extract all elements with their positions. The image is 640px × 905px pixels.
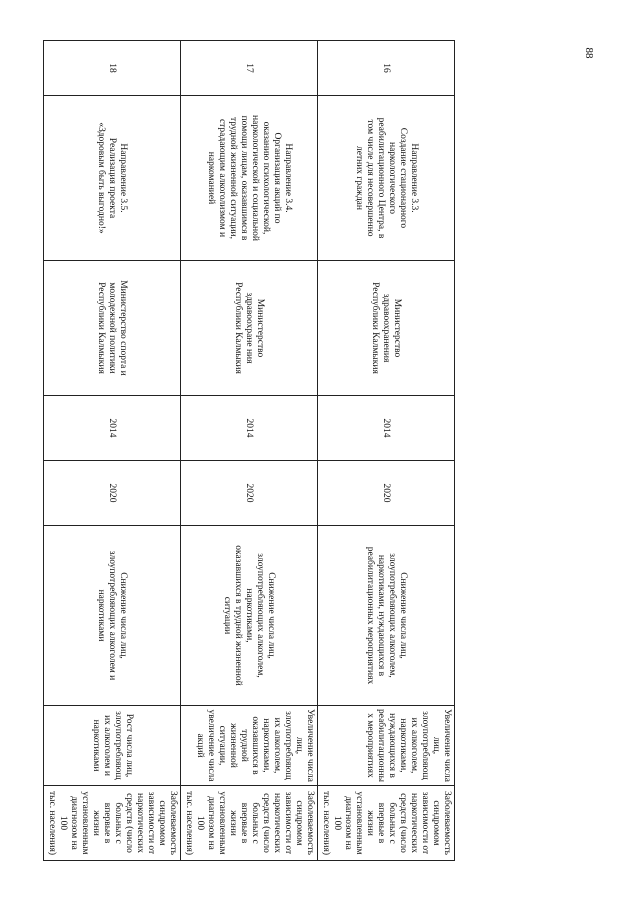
rotated-table-container xyxy=(47,40,455,860)
page-number: 88 xyxy=(583,47,595,59)
start-year-cell: 2014 xyxy=(318,396,455,461)
consequence-cell: Рост числа лиц, злоупотребляющ их алкоголем и наркотиками xyxy=(44,706,181,786)
end-year-cell: 2020 xyxy=(318,461,455,526)
start-year-cell: 2014 xyxy=(181,396,318,461)
program-measures-table xyxy=(43,40,455,861)
start-year-cell: 2014 xyxy=(44,396,181,461)
end-year-cell: 2020 xyxy=(44,461,181,526)
expected-result-cell: Снижение числа лиц, злоупотребляющих алкоголем, наркотиками, оказавшихся в трудной жизненной ситуации xyxy=(181,526,318,706)
indicator-cell: Заболеваемость синдромом зависимости от наркотических средств (число больных с впервые в жизни установленным диагнозом на 100 тыс. населения) xyxy=(318,786,455,861)
direction-cell: Направление 3.5. Реализация проекта «Здоровым быть выгодно!» xyxy=(44,96,181,261)
indicator-cell: Заболеваемость синдромом зависимости от наркотических средств (число больных с впервые в жизни установленным диагнозом на 100 тыс. населения) xyxy=(44,786,181,861)
indicator-cell: Заболеваемость синдромом зависимости от наркотических средств (число больных с впервые в жизни установленным диагнозом на 100 тыс. населения) xyxy=(181,786,318,861)
expected-result-cell: Снижение числа лиц, злоупотребляющих алкоголем и наркотиками xyxy=(44,526,181,706)
direction-cell: Направление 3.3. Создание стационарного наркологического реабилитационного Центра, в том числе для несовершенно летних граждан xyxy=(318,96,455,261)
expected-result-cell: Снижение числа лиц, злоупотребляющих алкоголем, наркотиками, нуждающихся в реабилитационных мероприятиях xyxy=(318,526,455,706)
executor-cell: Министерство здравоохране ния Республики Калмыкия xyxy=(181,261,318,396)
consequence-cell: Увеличение числа лиц, злоупотребляющ их алкоголем, наркотиками, нуждающихся в реабилитационны х мероприятиях xyxy=(318,706,455,786)
end-year-cell: 2020 xyxy=(181,461,318,526)
row-number: 16 xyxy=(318,41,455,96)
row-number: 17 xyxy=(181,41,318,96)
executor-cell: Министерство спорта и молодежной политики Республики Калмыкия xyxy=(44,261,181,396)
table-row xyxy=(181,41,318,861)
table-row xyxy=(44,41,181,861)
consequence-cell: Увеличение числа лиц, злоупотребляющ их алкоголем, наркотиками, оказавшихся в трудной жизненной ситуации, увеличение числа акций xyxy=(181,706,318,786)
table-row xyxy=(318,41,455,861)
direction-cell: Направление 3.4. Организация акций по оказанию психологической, наркологической и социальной помощи лицам, оказавшимся в трудной жизненной ситуации, страдающим алкоголизмом и наркоманией xyxy=(181,96,318,261)
executor-cell: Министерство здравоохранения Республики Калмыкия xyxy=(318,261,455,396)
row-number: 18 xyxy=(44,41,181,96)
